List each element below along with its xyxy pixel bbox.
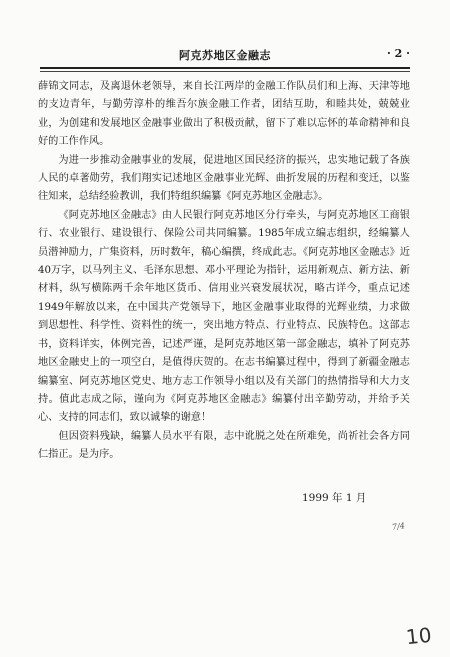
header-title: 阿克苏地区金融志 bbox=[179, 49, 271, 62]
running-header bbox=[40, 47, 410, 65]
paragraph-2: 为进一步推动金融事业的发展，促进地区国民经济的振兴，忠实地记载了各族人民的卓著勋劳，我们翔实记述地区金融事业光辉、曲折发展的历程和变迁，以鉴往知来，总结经验教训，我们特组织编纂《阿克苏地区金融志》。 bbox=[38, 154, 410, 203]
paragraph-3: 《阿克苏地区金融志》由人民银行阿克苏地区分行牵头，与阿克苏地区工商银行、农业银行、建设银行、保险公司共同编纂。1985年成立编志组织，经编纂人员潜神励力，广集资料，历时数年，稿心编撰，终成此志。《阿克苏地区金融志》近40万字，以马列主义、毛泽东思想、邓小平理论为指针，运用新观点、新方法、新材料，纵写横陈两千余年地区货币、信用业兴衰发展状况，略古详今，重点记述1949年解放以来，在中国共产党领导下，地区金融事业取得的光辉业绩，力求做到思想性、科学性、资料性的统一，突出地方特点、行业特点、民族特色。这部志书，资料详实，体例完善，记述严谨，是阿克苏地区第一部金融志，填补了阿克苏地区金融史上的一项空白，是值得庆贺的。在志书编纂过程中，得到了新疆金融志编纂室、阿克苏地区党史、地方志工作领导小组以及有关部门的热情指导和大力支持。值此志成之际，谨向为《阿克苏地区金融志》编纂付出辛勤劳动，并给予关心、支持的同志们，致以诚挚的谢意！ bbox=[38, 209, 410, 424]
header-rule bbox=[40, 67, 410, 69]
paragraph-1: 薛锦文同志，及离退休老领导，来自长江两岸的金融工作队员们和上海、天津等地的支边青年，与勤劳淳朴的维吾尔族金融工作者，团结互助，和睦共处，兢兢业业，为创建和发展地区金融事业做出了积极贡献，留下了难以忘怀的革命精神和良好的工作作风。 bbox=[38, 81, 410, 148]
page-number: · 2 · bbox=[387, 47, 410, 60]
header-rule-thin bbox=[40, 71, 410, 72]
handwritten-page-mark: 10 bbox=[404, 622, 433, 650]
pencil-mark: 7/4 bbox=[391, 521, 406, 532]
preface-body bbox=[38, 78, 410, 465]
signature-date: 1999 年 1 月 bbox=[302, 492, 367, 504]
paragraph-4: 但因资料残缺，编纂人员水平有限，志中讹脱之处在所难免，尚祈社会各方同仁指正。是为序。 bbox=[38, 430, 410, 461]
